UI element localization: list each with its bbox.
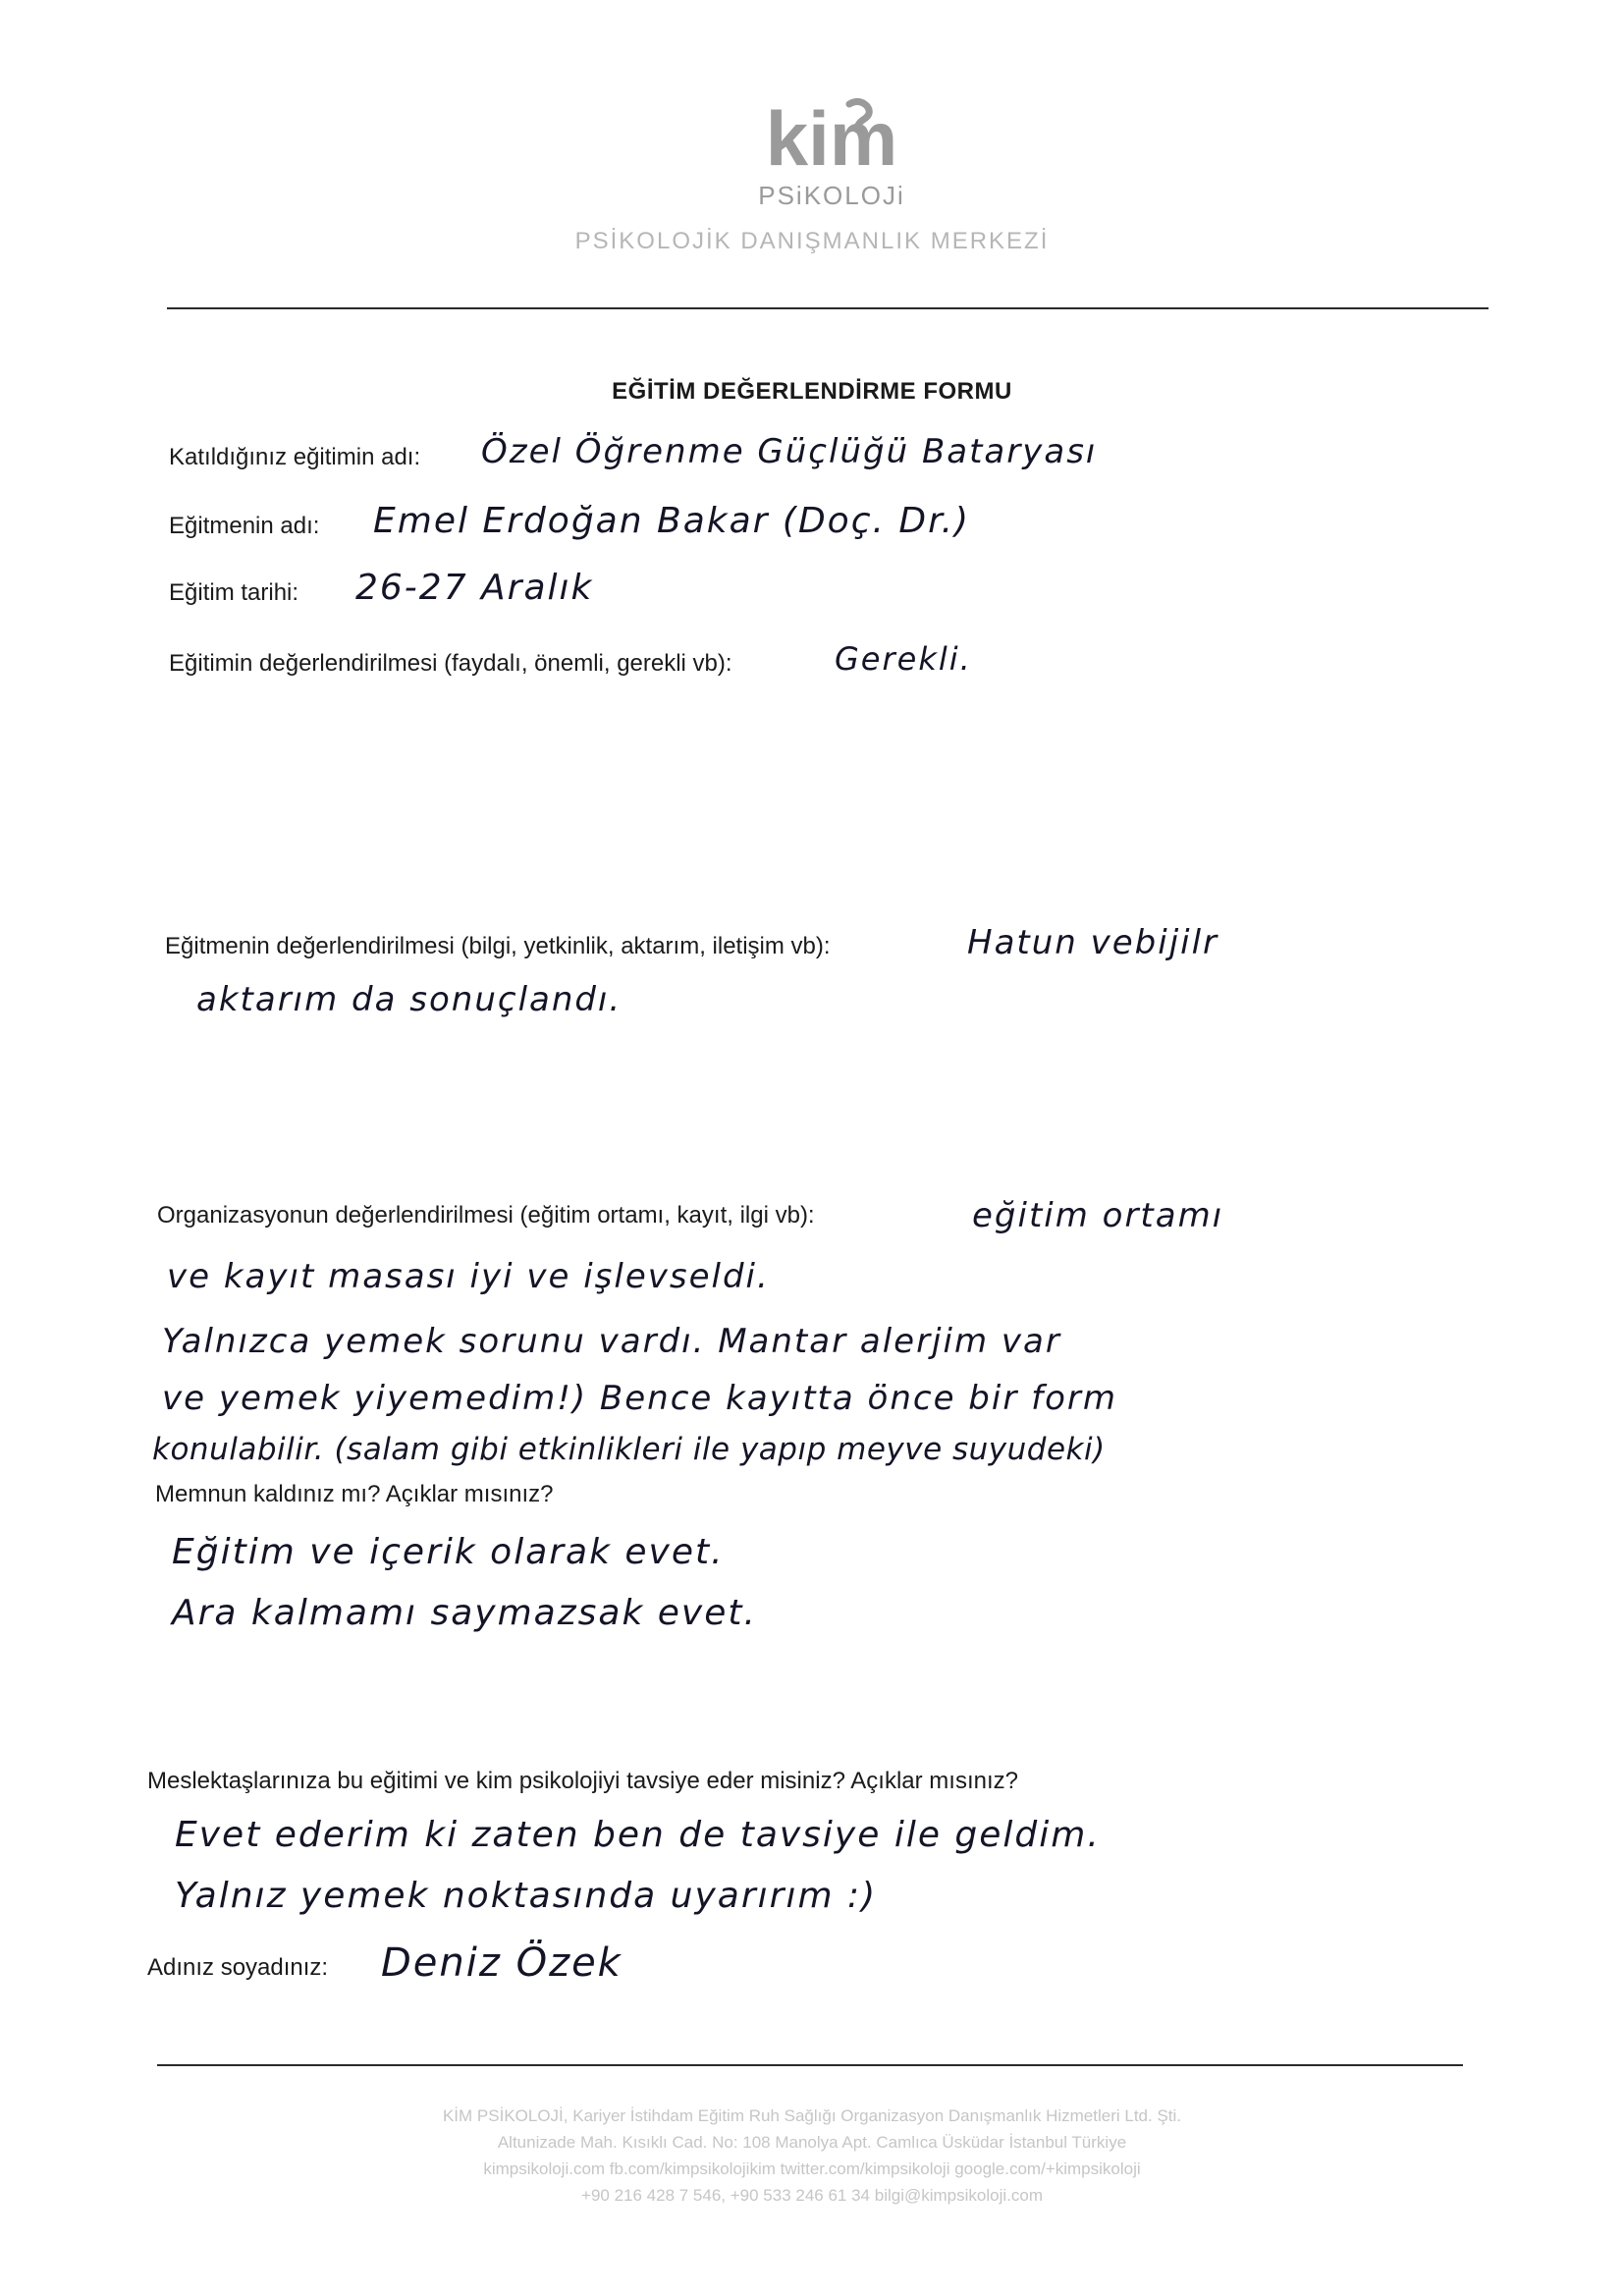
trainer-evaluation-line[interactable]: Hatun vebijilr: [967, 923, 1219, 962]
kim-psikoloji-logo: [733, 96, 930, 234]
footer-divider: [157, 2064, 1463, 2066]
logo-subtitle: PSİKOLOJİK DANIŞMANLIK MERKEZİ: [574, 228, 1050, 254]
svg-text:PSiKOLOJi: PSiKOLOJi: [758, 181, 905, 210]
header-divider: [167, 307, 1489, 309]
footer-company-line: KİM PSİKOLOJİ, Kariyer İstihdam Eğitim Ruh Sağlığı Organizasyon Danışmanlık Hizmetleri Ltd. Şti.: [442, 2106, 1182, 2125]
training-evaluation-label: Eğitimin değerlendirilmesi (faydalı, önemli, gerekli vb):: [169, 650, 732, 677]
satisfaction-line[interactable]: Eğitim ve içerik olarak evet.: [172, 1532, 725, 1572]
form-title: EĞİTİM DEĞERLENDİRME FORMU: [612, 378, 1012, 405]
training-name-value[interactable]: Özel Öğrenme Güçlüğü Bataryası: [481, 432, 1098, 471]
footer-address-line: Altunizade Mah. Kısıklı Cad. No: 108 Manolya Apt. Camlıca Üsküdar İstanbul Türkiye: [497, 2133, 1127, 2152]
organization-evaluation-line[interactable]: ve kayıt masası iyi ve işlevseldi.: [167, 1257, 770, 1296]
organization-evaluation-line[interactable]: eğitim ortamı: [972, 1196, 1224, 1235]
full-name-value[interactable]: Deniz Özek: [381, 1940, 623, 1986]
organization-evaluation-label: Organizasyonun değerlendirilmesi (eğitim ortamı, kayıt, ilgi vb):: [157, 1202, 815, 1229]
recommendation-line[interactable]: Yalnız yemek noktasında uyarırım :): [175, 1876, 878, 1916]
organization-evaluation-line[interactable]: ve yemek yiyemedim!) Bence kayıtta önce bir form: [162, 1379, 1117, 1418]
footer-web-line: kimpsikoloji.com fb.com/kimpsikolojikim twitter.com/kimpsikoloji google.com/+kimpsikoloji: [483, 2159, 1141, 2178]
organization-evaluation-line[interactable]: Yalnızca yemek sorunu vardı. Mantar alerjim var: [162, 1322, 1061, 1361]
full-name-label: Adınız soyadınız:: [147, 1954, 329, 1981]
footer-contact-line: +90 216 428 7 546, +90 533 246 61 34 bilgi@kimpsikoloji.com: [581, 2186, 1043, 2205]
training-date-value[interactable]: 26-27 Aralık: [355, 568, 594, 608]
training-name-label: Katıldığınız eğitimin adı:: [169, 444, 421, 470]
recommendation-line[interactable]: Evet ederim ki zaten ben de tavsiye ile geldim.: [175, 1815, 1101, 1855]
trainer-evaluation-label: Eğitmenin değerlendirilmesi (bilgi, yetkinlik, aktarım, iletişim vb):: [165, 933, 831, 959]
satisfaction-label: Memnun kaldınız mı? Açıklar mısınız?: [155, 1481, 554, 1507]
svg-text:kim: kim: [765, 96, 898, 182]
trainer-name-value[interactable]: Emel Erdoğan Bakar (Doç. Dr.): [373, 501, 971, 541]
trainer-evaluation-line[interactable]: aktarım da sonuçlandı.: [196, 980, 623, 1019]
training-date-label: Eğitim tarihi:: [169, 579, 299, 606]
organization-evaluation-line[interactable]: konulabilir. (salam gibi etkinlikleri ile yapıp meyve suyudeki): [152, 1432, 1106, 1467]
training-evaluation-value[interactable]: Gerekli.: [835, 640, 972, 678]
satisfaction-line[interactable]: Ara kalmamı saymazsak evet.: [172, 1593, 757, 1633]
recommendation-label: Meslektaşlarınıza bu eğitimi ve kim psikolojiyi tavsiye eder misiniz? Açıklar mısınız?: [147, 1768, 1018, 1794]
trainer-name-label: Eğitmenin adı:: [169, 513, 320, 539]
